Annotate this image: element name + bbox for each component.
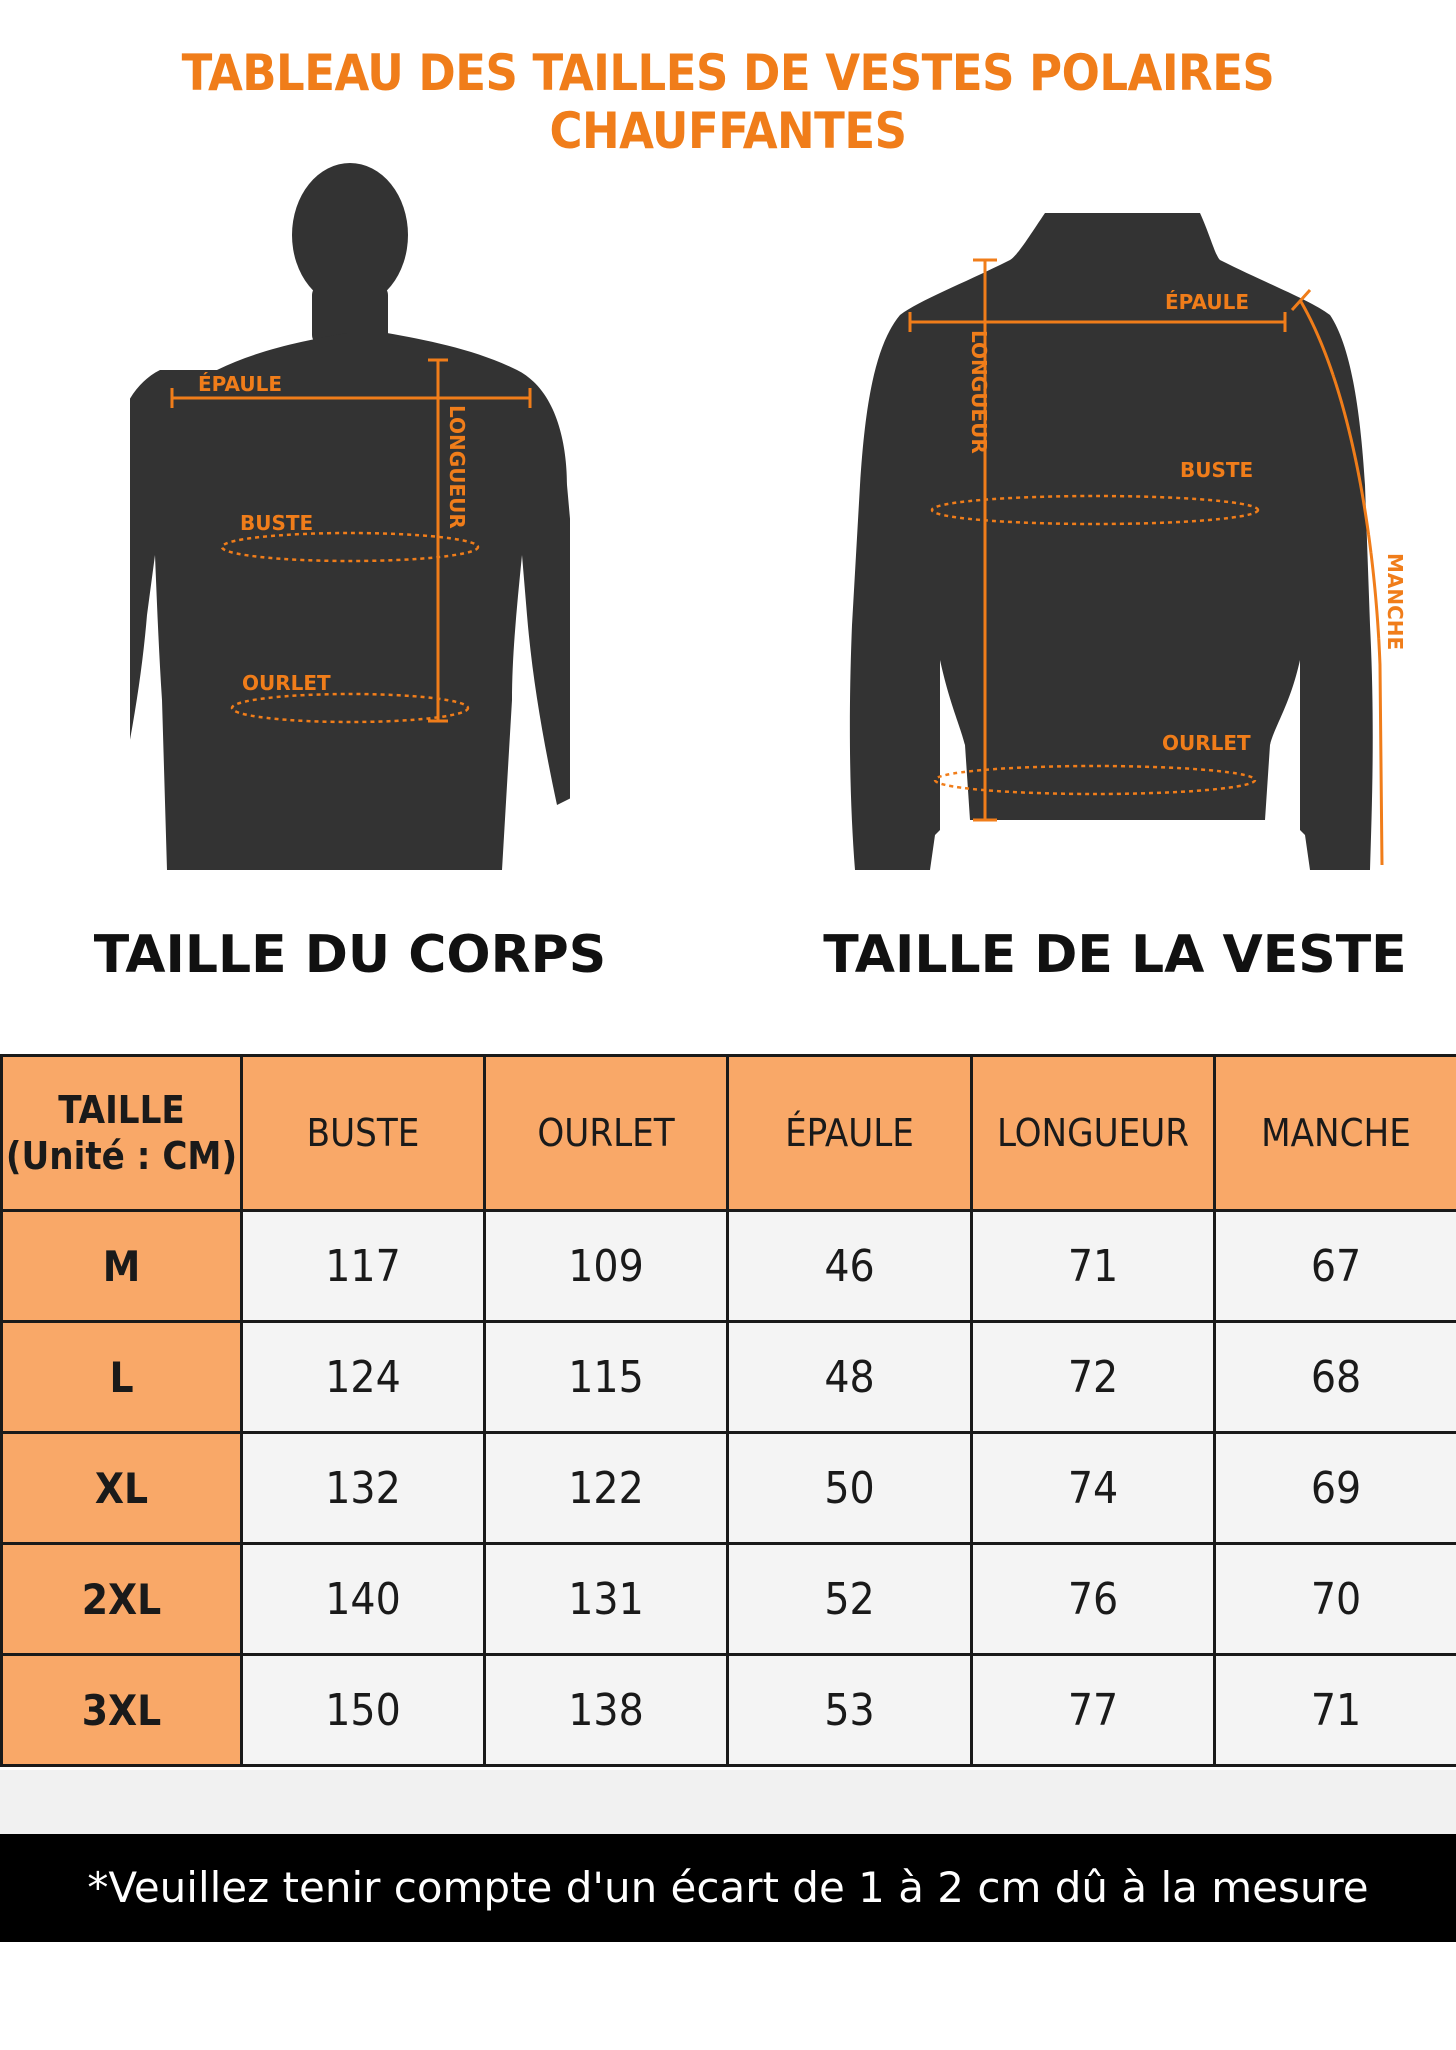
cell-hem: 138 <box>485 1655 728 1766</box>
cell-hem: 109 <box>485 1211 728 1322</box>
jacket-silhouette <box>850 213 1373 870</box>
cell-size: 3XL <box>2 1655 242 1766</box>
cell-sleeve: 70 <box>1215 1544 1456 1655</box>
cell-shoulder: 52 <box>728 1544 972 1655</box>
header-sleeve: MANCHE <box>1215 1056 1456 1211</box>
cell-bust: 150 <box>242 1655 485 1766</box>
cell-hem: 122 <box>485 1433 728 1544</box>
body-figure-caption: TAILLE DU CORPS <box>60 925 640 985</box>
spacer-band <box>0 1770 1456 1834</box>
header-hem: OURLET <box>485 1056 728 1211</box>
table-row <box>2 1655 1456 1766</box>
cell-size: XL <box>2 1433 242 1544</box>
cell-sleeve: 68 <box>1215 1322 1456 1433</box>
cell-sleeve: 67 <box>1215 1211 1456 1322</box>
cell-shoulder: 53 <box>728 1655 972 1766</box>
table-header-row <box>2 1056 1456 1211</box>
size-chart-table <box>0 1054 1456 1767</box>
table-row <box>2 1544 1456 1655</box>
header-bust: BUSTE <box>242 1056 485 1211</box>
table-row <box>2 1322 1456 1433</box>
cell-length: 72 <box>972 1322 1215 1433</box>
cell-hem: 115 <box>485 1322 728 1433</box>
cell-shoulder: 48 <box>728 1322 972 1433</box>
table-row <box>2 1433 1456 1544</box>
header-shoulder: ÉPAULE <box>728 1056 972 1211</box>
cell-bust: 132 <box>242 1433 485 1544</box>
jacket-figure-caption: TAILLE DE LA VESTE <box>780 925 1450 985</box>
cell-length: 76 <box>972 1544 1215 1655</box>
cell-length: 71 <box>972 1211 1215 1322</box>
jacket-bust-label: BUSTE <box>1180 458 1253 482</box>
cell-size: L <box>2 1322 242 1433</box>
body-shoulder-label: ÉPAULE <box>198 372 282 396</box>
cell-hem: 131 <box>485 1544 728 1655</box>
table-row <box>2 1211 1456 1322</box>
cell-sleeve: 71 <box>1215 1655 1456 1766</box>
cell-bust: 140 <box>242 1544 485 1655</box>
body-silhouette-figure <box>130 155 570 875</box>
cell-sleeve: 69 <box>1215 1433 1456 1544</box>
page-title: TABLEAU DES TAILLES DE VESTES POLAIRES CHAUFFANTES <box>0 44 1456 160</box>
jacket-hem-label: OURLET <box>1162 731 1251 755</box>
body-length-label: LONGUEUR <box>445 405 469 529</box>
header-size: TAILLE (Unité : CM) <box>2 1056 242 1211</box>
cell-size: M <box>2 1211 242 1322</box>
header-length: LONGUEUR <box>972 1056 1215 1211</box>
cell-size: 2XL <box>2 1544 242 1655</box>
jacket-silhouette-figure <box>820 205 1420 885</box>
cell-shoulder: 50 <box>728 1433 972 1544</box>
cell-length: 77 <box>972 1655 1215 1766</box>
jacket-sleeve-label: MANCHE <box>1383 553 1407 650</box>
jacket-length-label: LONGUEUR <box>967 330 991 454</box>
cell-shoulder: 46 <box>728 1211 972 1322</box>
jacket-shoulder-label: ÉPAULE <box>1165 290 1249 314</box>
body-silhouette <box>130 163 570 870</box>
body-hem-label: OURLET <box>242 671 331 695</box>
body-bust-label: BUSTE <box>240 511 313 535</box>
cell-bust: 117 <box>242 1211 485 1322</box>
footnote: *Veuillez tenir compte d'un écart de 1 à 2 cm dû à la mesure manuelle. <box>0 1834 1456 1942</box>
cell-length: 74 <box>972 1433 1215 1544</box>
cell-bust: 124 <box>242 1322 485 1433</box>
